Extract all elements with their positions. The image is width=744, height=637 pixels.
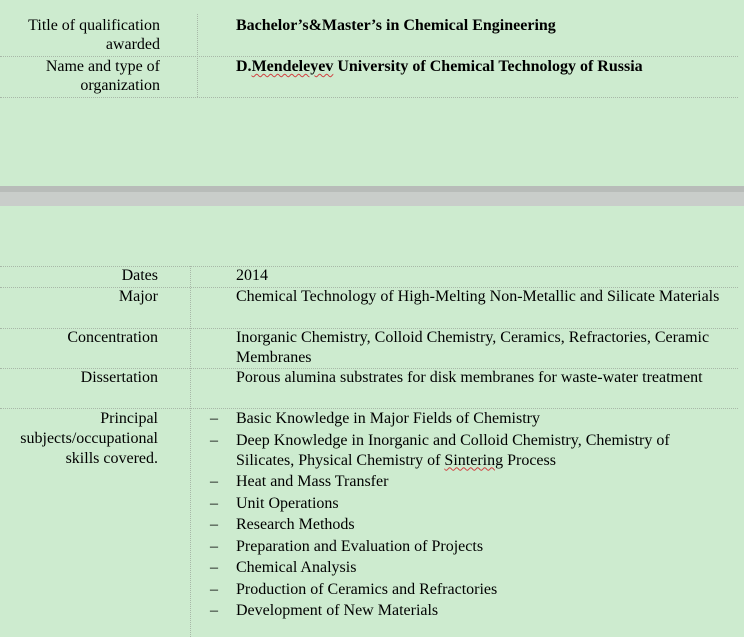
dates-label: Dates	[121, 267, 158, 284]
organization-value-name: Mendeleyev	[251, 58, 334, 75]
organization-value-suffix: University of Chemical Technology of Russia	[333, 58, 643, 75]
column-divider	[190, 266, 191, 637]
subject-text-underlined: Sintering	[444, 451, 504, 469]
list-item	[210, 472, 730, 492]
list-item	[210, 494, 730, 514]
organization-label: Name and type of organization	[45, 58, 160, 94]
dash-bullet: –	[210, 537, 218, 555]
subject-text: Research Methods	[236, 516, 355, 533]
dissertation-label: Dissertation	[80, 369, 158, 386]
major-label: Major	[118, 288, 158, 305]
concentration-value: Inorganic Chemistry, Colloid Chemistry, Ceramics, Refractories, Ceramic Membranes	[236, 329, 710, 366]
subject-text: Unit Operations	[236, 494, 339, 512]
subject-text: Deep Knowledge in Inorganic and Colloid Chemistry, Chemistry of Silicates, Physical Chemistry of	[236, 431, 670, 469]
dates-value: 2014	[236, 267, 268, 284]
subject-text: Preparation and Evaluation of Projects	[236, 537, 484, 555]
subjects-label: Principal subjects/occupational skills covered.	[20, 410, 158, 467]
dissertation-value: Porous alumina substrates for disk membranes for waste-water treatment	[236, 369, 703, 386]
dash-bullet: –	[210, 410, 218, 427]
dash-bullet: –	[210, 431, 218, 449]
dash-bullet: –	[210, 473, 218, 490]
title-label: Title of qualification awarded	[28, 17, 160, 53]
list-item	[210, 431, 730, 471]
list-item	[210, 558, 730, 578]
major-value: Chemical Technology of High-Melting Non-Metallic and Silicate Materials	[236, 288, 720, 305]
subject-text: Basic Knowledge in Major Fields of Chemistry	[236, 410, 540, 427]
list-item	[210, 580, 730, 600]
subject-text: Chemical Analysis	[236, 559, 357, 576]
dash-bullet: –	[210, 516, 218, 533]
dash-bullet: –	[210, 559, 218, 576]
list-item	[210, 601, 730, 621]
dash-bullet: –	[210, 580, 218, 598]
subjects-list	[210, 409, 730, 623]
subject-text: Heat and Mass Transfer	[236, 473, 389, 490]
dash-bullet: –	[210, 602, 218, 619]
row-separator	[0, 97, 738, 98]
organization-value	[236, 57, 643, 76]
organization-value-prefix: D.	[236, 58, 252, 75]
title-value: Bachelor’s&Master’s in Chemical Engineering	[236, 17, 556, 34]
concentration-label: Concentration	[67, 329, 158, 346]
subject-text-tail: Process	[503, 451, 556, 469]
list-item	[210, 409, 730, 429]
section-separator-shadow	[0, 186, 744, 192]
subject-text: Development of New Materials	[236, 602, 439, 619]
list-item	[210, 515, 730, 535]
dash-bullet: –	[210, 494, 218, 512]
subject-text: Production of Ceramics and Refractories	[236, 580, 498, 598]
list-item	[210, 537, 730, 557]
